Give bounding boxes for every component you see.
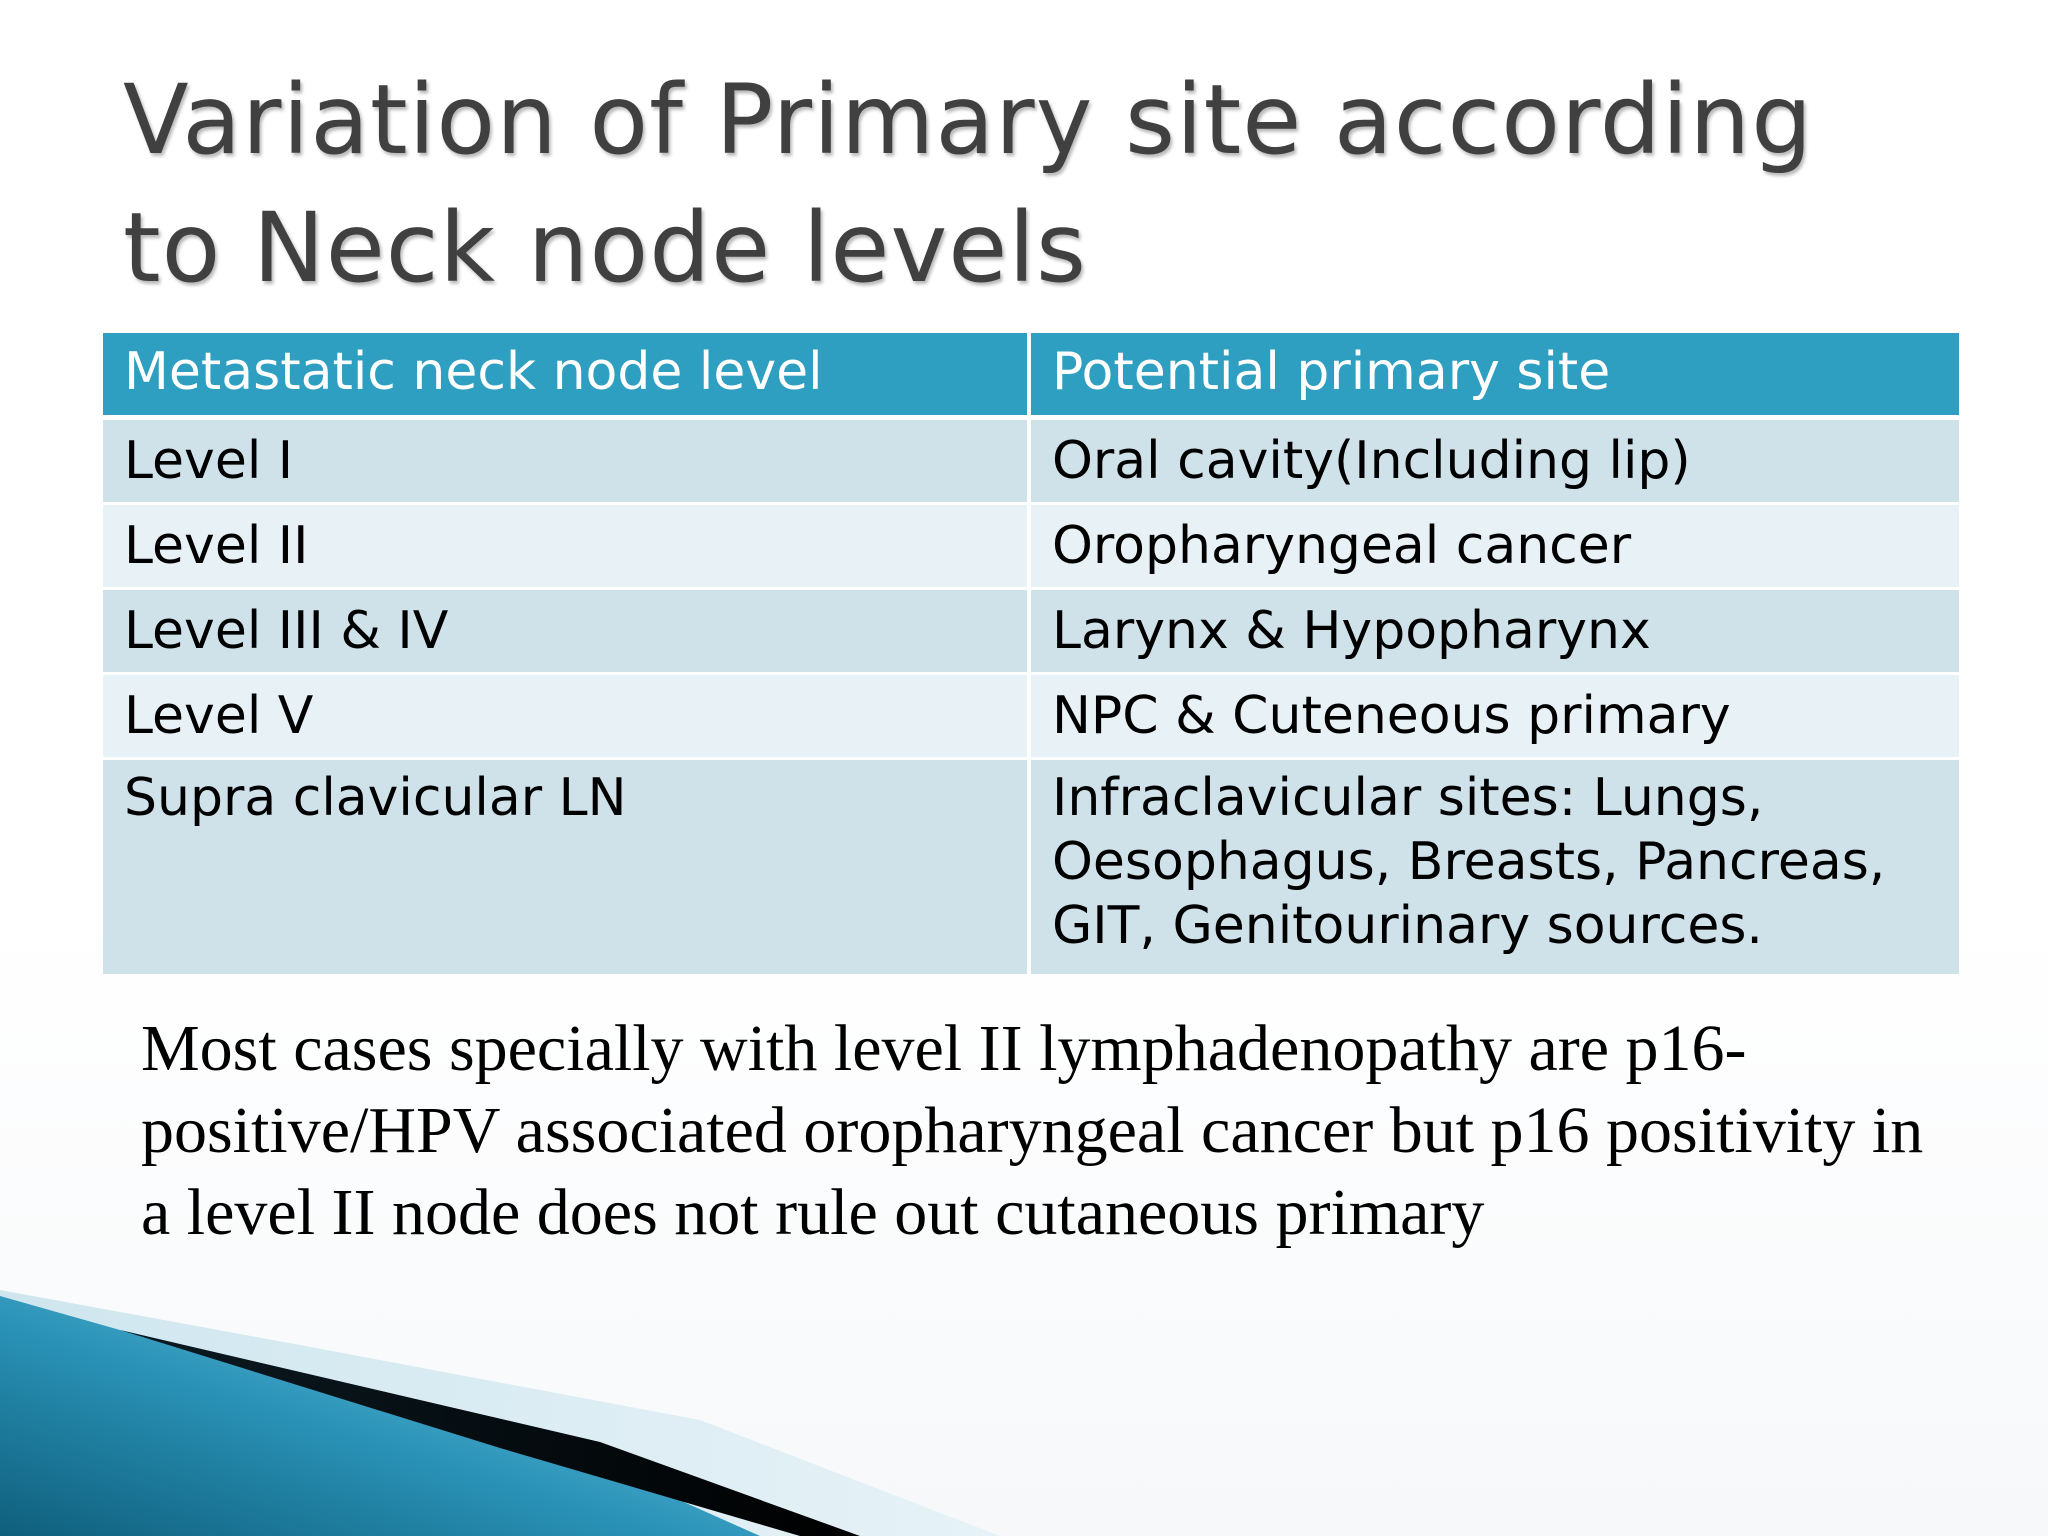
site-cell: Oral cavity(Including lip): [1029, 418, 1959, 504]
site-cell: Oropharyngeal cancer: [1029, 504, 1959, 589]
site-cell: NPC & Cuteneous primary: [1029, 674, 1959, 759]
site-cell: Infraclavicular sites: Lungs, Oesophagus, Breasts, Pancreas, GIT, Genitourinary sources.: [1029, 759, 1959, 976]
header-primary-site: Potential primary site: [1029, 333, 1959, 418]
table-header-row: [103, 333, 1959, 418]
level-cell: Supra clavicular LN: [103, 759, 1029, 976]
level-cell: Level I: [103, 418, 1029, 504]
neck-node-table: [103, 333, 1959, 977]
header-neck-node-level: Metastatic neck node level: [103, 333, 1029, 418]
table-row: [103, 589, 1959, 674]
table-row: [103, 504, 1959, 589]
table-row: [103, 759, 1959, 976]
slide-title: Variation of Primary site according to Neck node levels: [123, 64, 1814, 304]
site-cell: Larynx & Hypopharynx: [1029, 589, 1959, 674]
clinical-note: Most cases specially with level II lymphadenopathy are p16-positive/HPV associated oropharyngeal cancer but p16 positivity in a level II node does not rule out cutaneous primary: [141, 1012, 1924, 1249]
level-cell: Level V: [103, 674, 1029, 759]
table-row: [103, 674, 1959, 759]
level-cell: Level III & IV: [103, 589, 1029, 674]
table-row: [103, 418, 1959, 504]
level-cell: Level II: [103, 504, 1029, 589]
